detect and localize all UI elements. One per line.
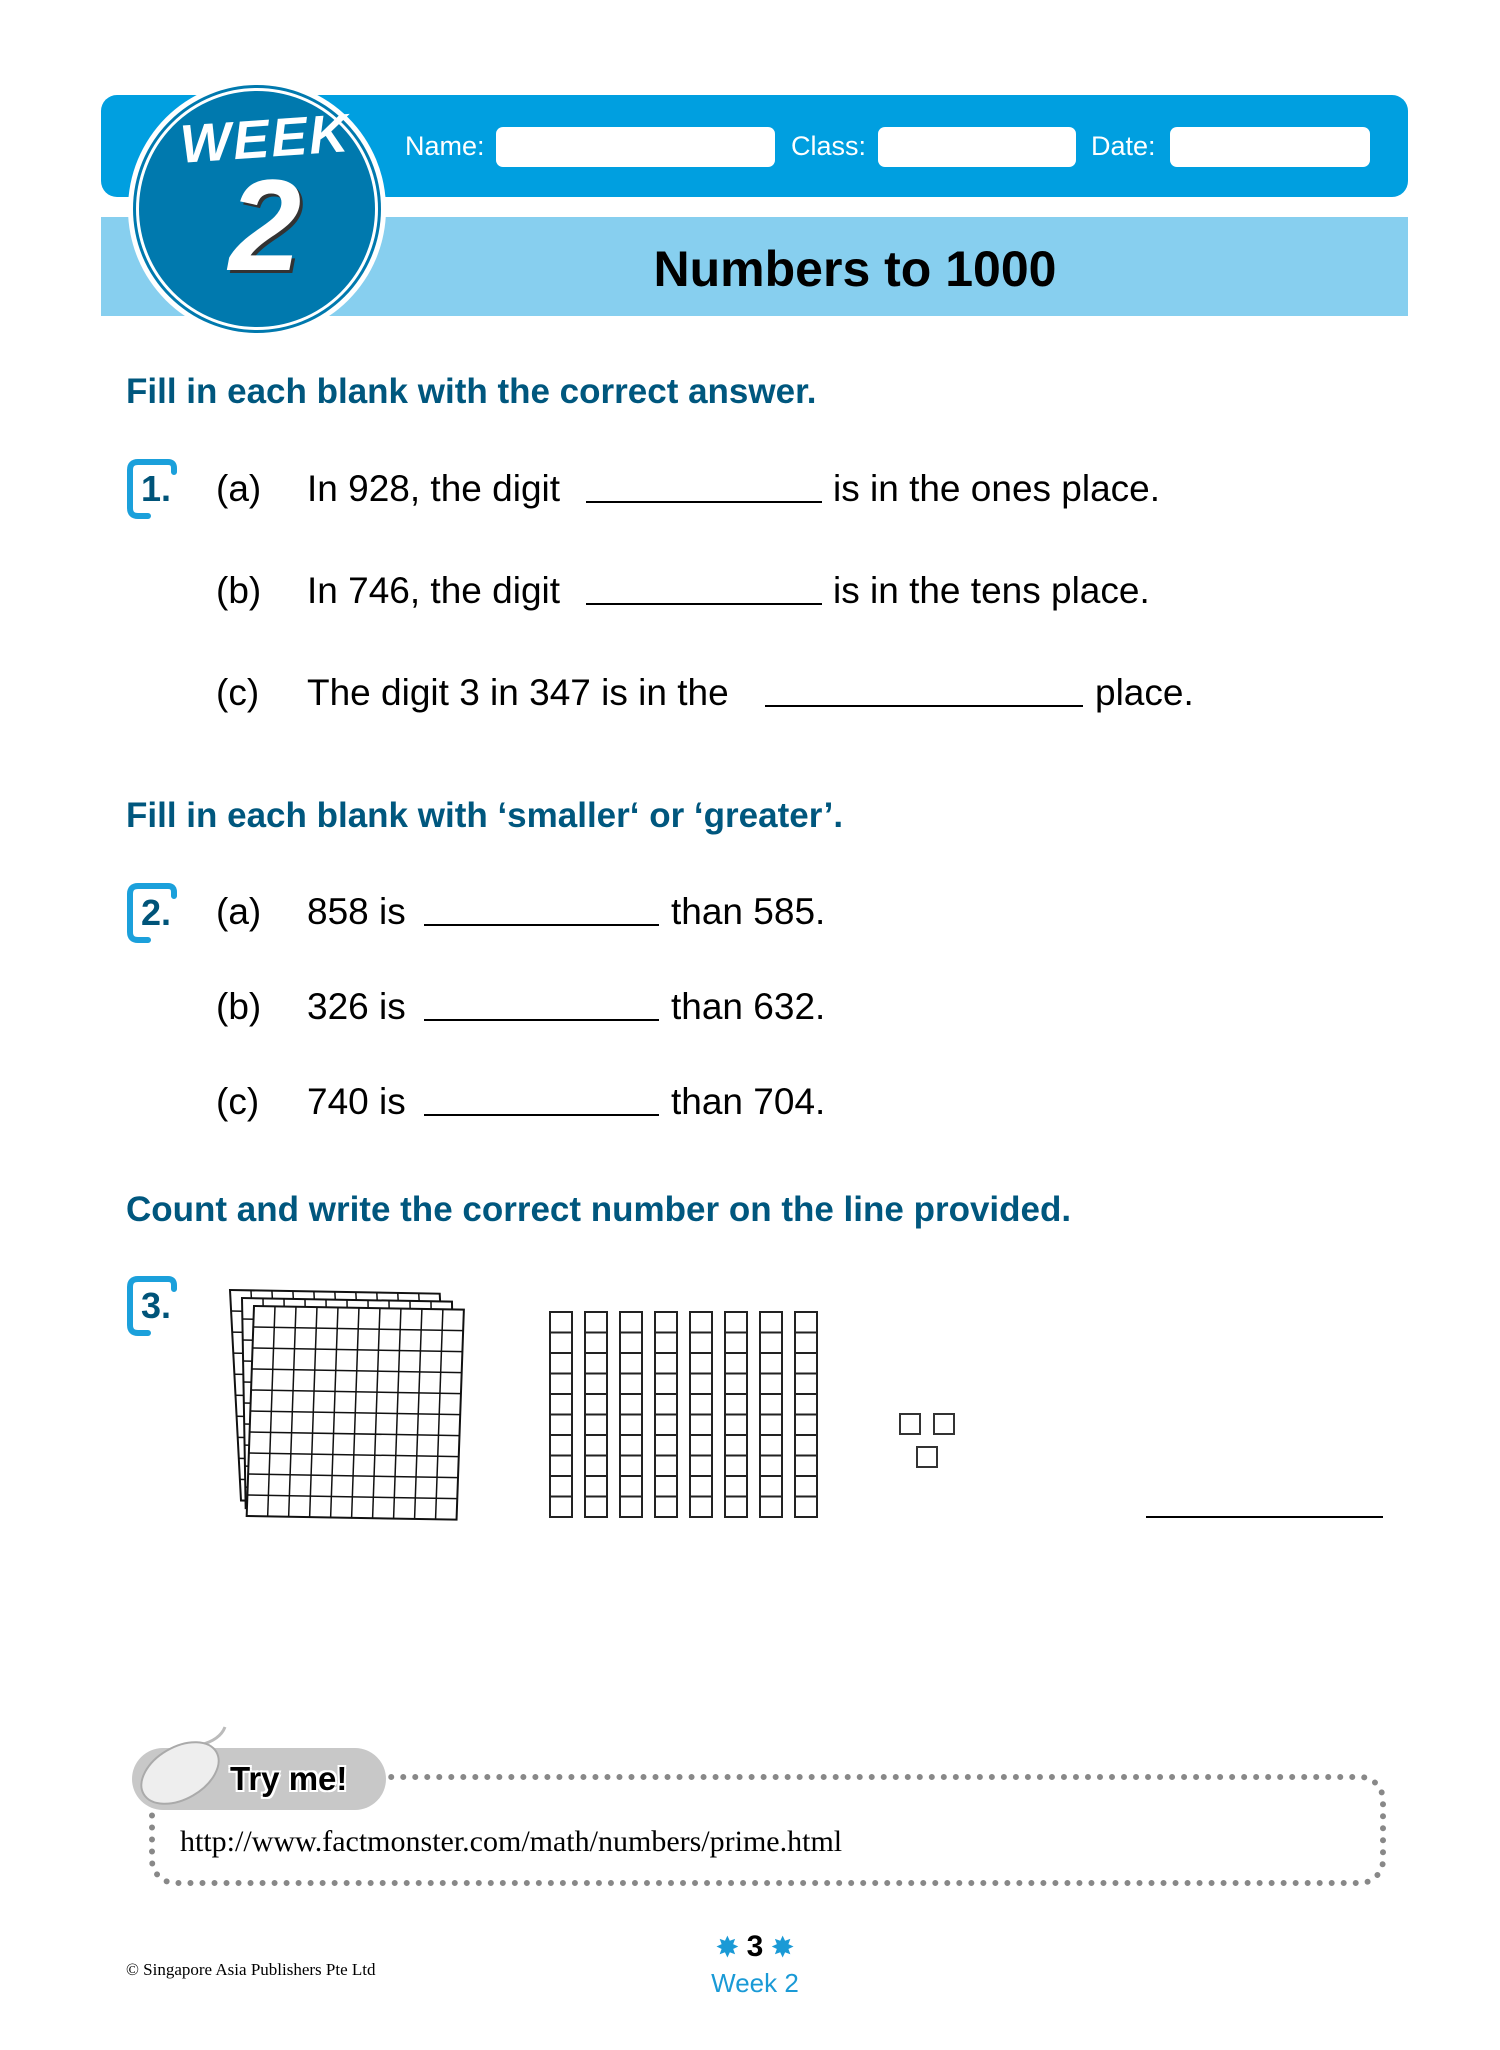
- tens-rod-cell: [690, 1456, 712, 1477]
- item-label: (b): [216, 570, 262, 611]
- tens-rod-cell: [620, 1497, 642, 1518]
- tens-rod-cell: [620, 1415, 642, 1436]
- tens-rod-cell: [725, 1476, 747, 1497]
- tens-rod-cell: [690, 1435, 712, 1456]
- tens-rod-cell: [655, 1456, 677, 1477]
- tens-rod-cell: [550, 1374, 572, 1395]
- tens-rod-cell: [760, 1476, 782, 1497]
- mouse-icon: [130, 1725, 240, 1815]
- star-icon: ✸: [771, 1932, 794, 1962]
- tens-rod-cell: [690, 1333, 712, 1354]
- tens-rod-cell: [760, 1374, 782, 1395]
- item-text: than 585.: [671, 891, 826, 932]
- question-badge-3: [124, 1275, 188, 1337]
- tens-rod-cell: [760, 1497, 782, 1518]
- tens-rod-cell: [655, 1415, 677, 1436]
- page-number-row: [700, 1930, 810, 1964]
- tens-rod-cell: [585, 1312, 607, 1333]
- tens-rod-cell: [760, 1394, 782, 1415]
- tens-rod-cell: [550, 1353, 572, 1374]
- tens-rod-cell: [795, 1476, 817, 1497]
- tens-rod-cell: [795, 1415, 817, 1436]
- tens-rod-cell: [760, 1456, 782, 1477]
- week-word: WEEK: [178, 103, 352, 175]
- item-label: (b): [216, 986, 262, 1027]
- tens-rod-cell: [585, 1435, 607, 1456]
- ones-cube: [917, 1447, 937, 1467]
- tens-rod-cell: [585, 1394, 607, 1415]
- answer-blank[interactable]: [586, 603, 822, 605]
- tens-rod-cell: [620, 1353, 642, 1374]
- tens-rod-cell: [725, 1394, 747, 1415]
- item-text: The digit 3 in 347 is in the: [307, 672, 729, 713]
- week-label: Week 2: [711, 1968, 799, 1998]
- question-number: 3.: [141, 1285, 172, 1326]
- tens-rod-cell: [795, 1456, 817, 1477]
- tens-rod-cell: [620, 1456, 642, 1477]
- tens-rod-cell: [550, 1333, 572, 1354]
- tens-rod-cell: [655, 1353, 677, 1374]
- tens-rod-cell: [620, 1476, 642, 1497]
- answer-blank[interactable]: [765, 705, 1083, 707]
- answer-blank[interactable]: [424, 1114, 659, 1116]
- tens-rod-cell: [760, 1312, 782, 1333]
- tens-rod-cell: [795, 1374, 817, 1395]
- item-text: 740 is: [307, 1081, 406, 1122]
- page-title: Numbers to 1000: [653, 241, 1057, 297]
- tens-rod-cell: [585, 1497, 607, 1518]
- name-label: Name:: [405, 131, 485, 161]
- tens-rod-cell: [725, 1435, 747, 1456]
- question-number: 2.: [141, 892, 172, 933]
- tens-rod-cell: [620, 1435, 642, 1456]
- class-field[interactable]: [878, 127, 1076, 167]
- tens-rod-cell: [585, 1333, 607, 1354]
- question-badge-1: [124, 458, 188, 520]
- tens-rod-cell: [795, 1353, 817, 1374]
- instruction-1: Fill in each blank with the correct answer.: [126, 372, 817, 411]
- tens-rod-cell: [620, 1374, 642, 1395]
- item-label: (c): [216, 672, 260, 713]
- answer-blank[interactable]: [1146, 1516, 1383, 1518]
- tens-rod-cell: [655, 1312, 677, 1333]
- date-field[interactable]: [1170, 127, 1370, 167]
- answer-blank[interactable]: [586, 501, 822, 503]
- name-field[interactable]: [496, 127, 775, 167]
- tens-rod-cell: [655, 1333, 677, 1354]
- question-number: 1.: [141, 468, 172, 509]
- item-label: (c): [216, 1081, 260, 1122]
- tens-rod-cell: [585, 1374, 607, 1395]
- ones-cube: [900, 1414, 920, 1434]
- item-text: is in the tens place.: [833, 570, 1150, 611]
- tens-rod-cell: [690, 1415, 712, 1436]
- tens-rod-cell: [690, 1497, 712, 1518]
- item-text: than 704.: [671, 1081, 826, 1122]
- tens-rod-cell: [655, 1374, 677, 1395]
- link-url[interactable]: http://www.factmonster.com/math/numbers/prime.html: [180, 1825, 843, 1858]
- try-me-label: Try me!: [230, 1760, 348, 1797]
- tens-rod-cell: [585, 1476, 607, 1497]
- tens-rod-cell: [655, 1435, 677, 1456]
- tens-rod-cell: [725, 1312, 747, 1333]
- tens-rod-cell: [585, 1353, 607, 1374]
- item-text: is in the ones place.: [833, 468, 1161, 509]
- page-number: 3: [746, 1930, 764, 1963]
- tens-rod-cell: [585, 1415, 607, 1436]
- copyright: © Singapore Asia Publishers Pte Ltd: [126, 1960, 376, 1979]
- tens-rod-cell: [620, 1333, 642, 1354]
- question-badge-2: [124, 882, 188, 944]
- tens-rod-cell: [795, 1312, 817, 1333]
- week-number: 2: [228, 152, 302, 298]
- tens-rod-cell: [550, 1435, 572, 1456]
- tens-rod-cell: [725, 1353, 747, 1374]
- tens-rod-cell: [550, 1497, 572, 1518]
- item-label: (a): [216, 468, 262, 509]
- tens-rod-cell: [690, 1312, 712, 1333]
- tens-rod-cell: [760, 1353, 782, 1374]
- tens-rod-cell: [585, 1456, 607, 1477]
- tens-rod-cell: [550, 1476, 572, 1497]
- tens-rod-cell: [690, 1394, 712, 1415]
- item-text: 858 is: [307, 891, 406, 932]
- class-label: Class:: [791, 131, 867, 161]
- item-label: (a): [216, 891, 262, 932]
- answer-blank[interactable]: [424, 924, 659, 926]
- item-text: 326 is: [307, 986, 406, 1027]
- tens-rod-cell: [760, 1333, 782, 1354]
- tens-rod-cell: [725, 1415, 747, 1436]
- tens-rod-cell: [655, 1394, 677, 1415]
- instruction-2: Fill in each blank with ‘smaller‘ or ‘greater’.: [126, 796, 844, 835]
- tens-rod-cell: [795, 1435, 817, 1456]
- tens-rod-cell: [690, 1353, 712, 1374]
- answer-blank[interactable]: [424, 1019, 659, 1021]
- item-text: In 746, the digit: [307, 570, 561, 611]
- tens-rod-cell: [795, 1394, 817, 1415]
- tens-rod-cell: [760, 1415, 782, 1436]
- star-icon: ✸: [716, 1932, 739, 1962]
- tens-rod-cell: [655, 1497, 677, 1518]
- base-ten-blocks: [200, 1270, 1100, 1540]
- tens-rod-cell: [690, 1476, 712, 1497]
- item-text: In 928, the digit: [307, 468, 561, 509]
- tens-rod-cell: [725, 1333, 747, 1354]
- tens-rod-cell: [795, 1333, 817, 1354]
- tens-rod-cell: [550, 1415, 572, 1436]
- tens-rod-cell: [725, 1497, 747, 1518]
- tens-rod-cell: [620, 1394, 642, 1415]
- tens-rod-cell: [760, 1435, 782, 1456]
- tens-rod-cell: [550, 1312, 572, 1333]
- tens-rod-cell: [690, 1374, 712, 1395]
- item-text: place.: [1095, 672, 1194, 713]
- tens-rod-cell: [795, 1497, 817, 1518]
- instruction-3: Count and write the correct number on the line provided.: [126, 1190, 1072, 1229]
- tens-rod-cell: [620, 1312, 642, 1333]
- ones-cube: [934, 1414, 954, 1434]
- tens-rod-cell: [655, 1476, 677, 1497]
- tens-rod-cell: [550, 1394, 572, 1415]
- date-label: Date:: [1091, 131, 1156, 161]
- tens-rod-cell: [725, 1374, 747, 1395]
- tens-rod-cell: [725, 1456, 747, 1477]
- hundreds-flat: [247, 1306, 464, 1520]
- tens-rod-cell: [550, 1456, 572, 1477]
- item-text: than 632.: [671, 986, 826, 1027]
